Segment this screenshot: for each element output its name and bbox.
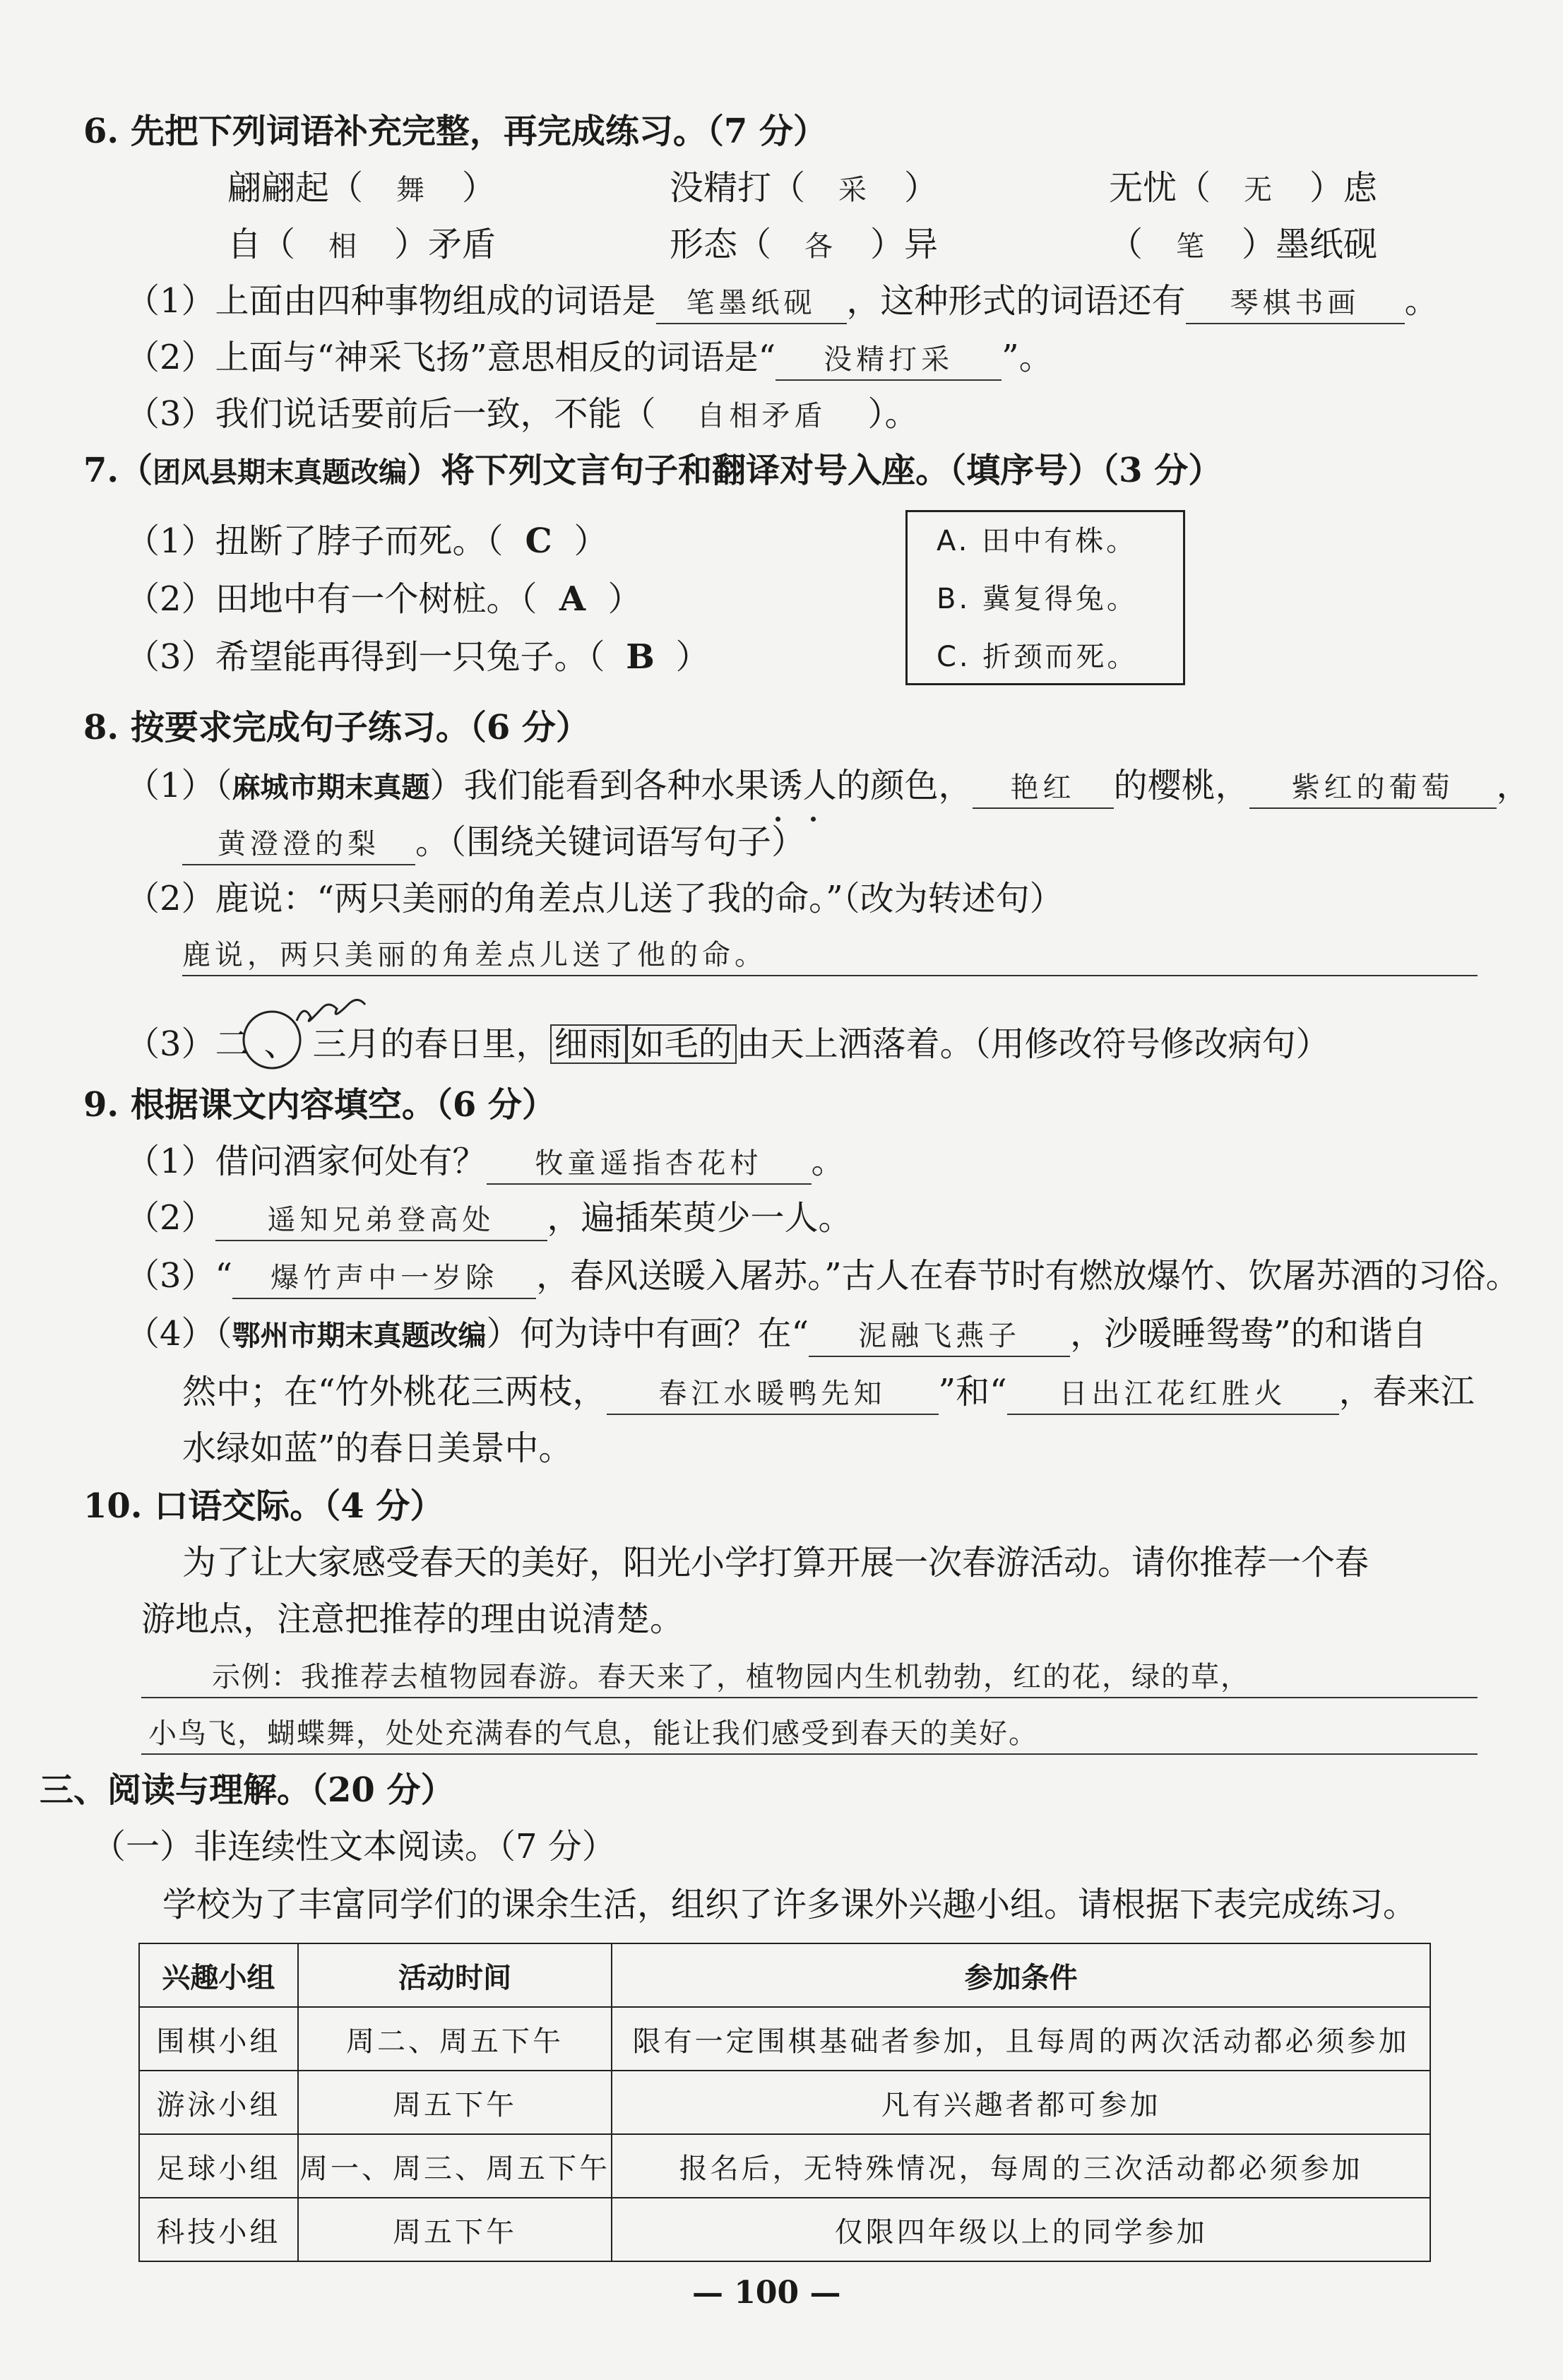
answer-line — [141, 1753, 1478, 1755]
table-cell: 周五下午 — [298, 2198, 612, 2261]
table-cell: 凡有兴趣者都可参加 — [612, 2071, 1430, 2134]
q6-sub-2: （2）上面与“神采飞扬”意思相反的词语是“ 没精打采 ”。 — [126, 336, 1053, 381]
q6-word-6: （ 笔 ）墨纸砚 — [1109, 225, 1378, 264]
q7-option-c: C. 折颈而死。 — [937, 641, 1139, 673]
q6-word-1: 翩翩起（ 舞 ） — [227, 168, 497, 208]
q6-word-4: 自（ 相 ）矛盾 — [227, 225, 497, 264]
q9-sub-4-line3: 水绿如蓝”的春日美景中。 — [182, 1428, 573, 1468]
edit-box-1: 细雨 — [550, 1024, 626, 1064]
q6-word-2: 没精打（ 采 ） — [670, 168, 939, 208]
q8-sub-1-cont: 黄澄澄的梨 。（围绕关键词语写句子） — [182, 821, 805, 865]
q8-title: 8. 按要求完成句子练习。（6 分） — [83, 708, 590, 747]
q9-source: 鄂州市期末真题改编 — [232, 1320, 487, 1352]
q7-item-1: （1）扭断了脖子而死。（ C ） — [126, 521, 608, 561]
q8-sub-2: （2）鹿说：“两只美丽的角差点儿送了我的命。”（改为转述句） — [126, 879, 1064, 918]
q9-sub-4-line2: 然中；在“竹外桃花三两枝， 春江水暖鸭先知 ”和“ 日出江花红胜火 ，春来江 — [182, 1370, 1475, 1415]
table-header: 参加条件 — [612, 1943, 1430, 2007]
q7-option-a: A. 田中有株。 — [937, 525, 1138, 557]
table-row — [139, 2007, 1430, 2071]
q6-sub-3: （3）我们说话要前后一致，不能（ 自相矛盾 ）。 — [126, 394, 919, 434]
answer-line — [141, 1697, 1478, 1698]
q7-option-b: B. 冀复得兔。 — [937, 583, 1138, 615]
table-row — [139, 2198, 1430, 2261]
table-cell: 仅限四年级以上的同学参加 — [612, 2198, 1430, 2261]
table-cell: 报名后，无特殊情况，每周的三次活动都必须参加 — [612, 2134, 1430, 2198]
q9-title: 9. 根据课文内容填空。（6 分） — [83, 1085, 556, 1125]
table-cell: 游泳小组 — [139, 2071, 298, 2134]
edit-box-2: 如毛的 — [626, 1024, 737, 1064]
q6-word-3: 无忧（ 无 ）虑 — [1109, 168, 1378, 208]
section3-intro: 学校为了丰富同学们的课余生活，组织了许多课外兴趣小组。请根据下表完成练习。 — [162, 1885, 1418, 1924]
q6-title: 6. 先把下列词语补充完整，再完成练习。（7 分） — [83, 112, 827, 151]
q10-answer-line2: 小鸟飞，蝴蝶舞，处处充满春的气息，能让我们感受到春天的美好。 — [148, 1717, 1038, 1750]
interest-group-table — [138, 1943, 1431, 2262]
q9-sub-3: （3）“ 爆竹声中一岁除 ，春风送暖入屠苏。”古人在春节时有燃放爆竹、饮屠苏酒的习俗。 — [126, 1255, 1520, 1299]
table-row — [139, 2134, 1430, 2198]
table-header-row — [139, 1943, 1430, 2007]
table-cell: 周五下午 — [298, 2071, 612, 2134]
answer-line — [182, 975, 1478, 976]
table-header: 活动时间 — [298, 1943, 612, 2007]
emphasis-dot — [811, 817, 816, 822]
q7-title: 7.（团风县期末真题改编）将下列文言句子和翻译对号入座。（填序号）（3 分） — [83, 451, 1223, 490]
q8-source: 麻城市期末真题 — [232, 771, 430, 804]
table-row — [139, 2071, 1430, 2134]
table-cell: 足球小组 — [139, 2134, 298, 2198]
q10-title: 10. 口语交际。（4 分） — [83, 1486, 444, 1526]
q8-sub-2-answer: 鹿说，两只美丽的角差点儿送了他的命。 — [182, 939, 767, 971]
q8-sub-1: （1）（麻城市期末真题）我们能看到各种水果诱人的颜色， 艳红 的樱桃， 紫红的葡萄 ， — [126, 764, 1531, 809]
q6-word-5: 形态（ 各 ）异 — [670, 225, 939, 264]
q8-sub-3: （3）二 、 三月的春日里， 细雨 如毛的 由天上洒落着。（用修改符号修改病句） — [126, 1024, 1330, 1064]
section3-title: 三、阅读与理解。（20 分） — [40, 1770, 455, 1810]
q9-sub-1: （1）借问酒家何处有？ 牧童遥指杏花村 。 — [126, 1140, 845, 1185]
q9-sub-2: （2） 遥知兄弟登高处 ，遍插茱萸少一人。 — [126, 1197, 852, 1241]
table-header: 兴趣小组 — [139, 1943, 298, 2007]
q7-item-3: （3）希望能再得到一只兔子。（ B ） — [126, 637, 710, 677]
table-cell: 限有一定围棋基础者参加，且每周的两次活动都必须参加 — [612, 2007, 1430, 2071]
q10-prompt-line1: 为了让大家感受春天的美好，阳光小学打算开展一次春游活动。请你推荐一个春 — [182, 1543, 1369, 1582]
table-cell: 周二、周五下午 — [298, 2007, 612, 2071]
q9-sub-4: （4）（鄂州市期末真题改编）何为诗中有画？在“ 泥融飞燕子 ，沙暖睡鸳鸯”的和谐自 — [126, 1313, 1427, 1357]
table-cell: 围棋小组 — [139, 2007, 298, 2071]
section3-subtitle: （一）非连续性文本阅读。（7 分） — [92, 1827, 616, 1866]
table-cell: 科技小组 — [139, 2198, 298, 2261]
q7-item-2: （2）田地中有一个树桩。（ A ） — [126, 579, 642, 619]
page-number: — 100 — — [692, 2275, 841, 2311]
q7-source: 团风县期末真题改编 — [153, 456, 408, 489]
q10-answer-line1: 示例：我推荐去植物园春游。春天来了，植物园内生机勃勃，红的花，绿的草， — [212, 1661, 1250, 1693]
table-cell: 周一、周三、周五下午 — [298, 2134, 612, 2198]
q6-sub-1: （1）上面由四种事物组成的词语是 笔墨纸砚 ，这种形式的词语还有 琴棋书画 。 — [126, 280, 1439, 324]
q10-prompt-line2: 游地点，注意把推荐的理由说清楚。 — [141, 1599, 684, 1639]
